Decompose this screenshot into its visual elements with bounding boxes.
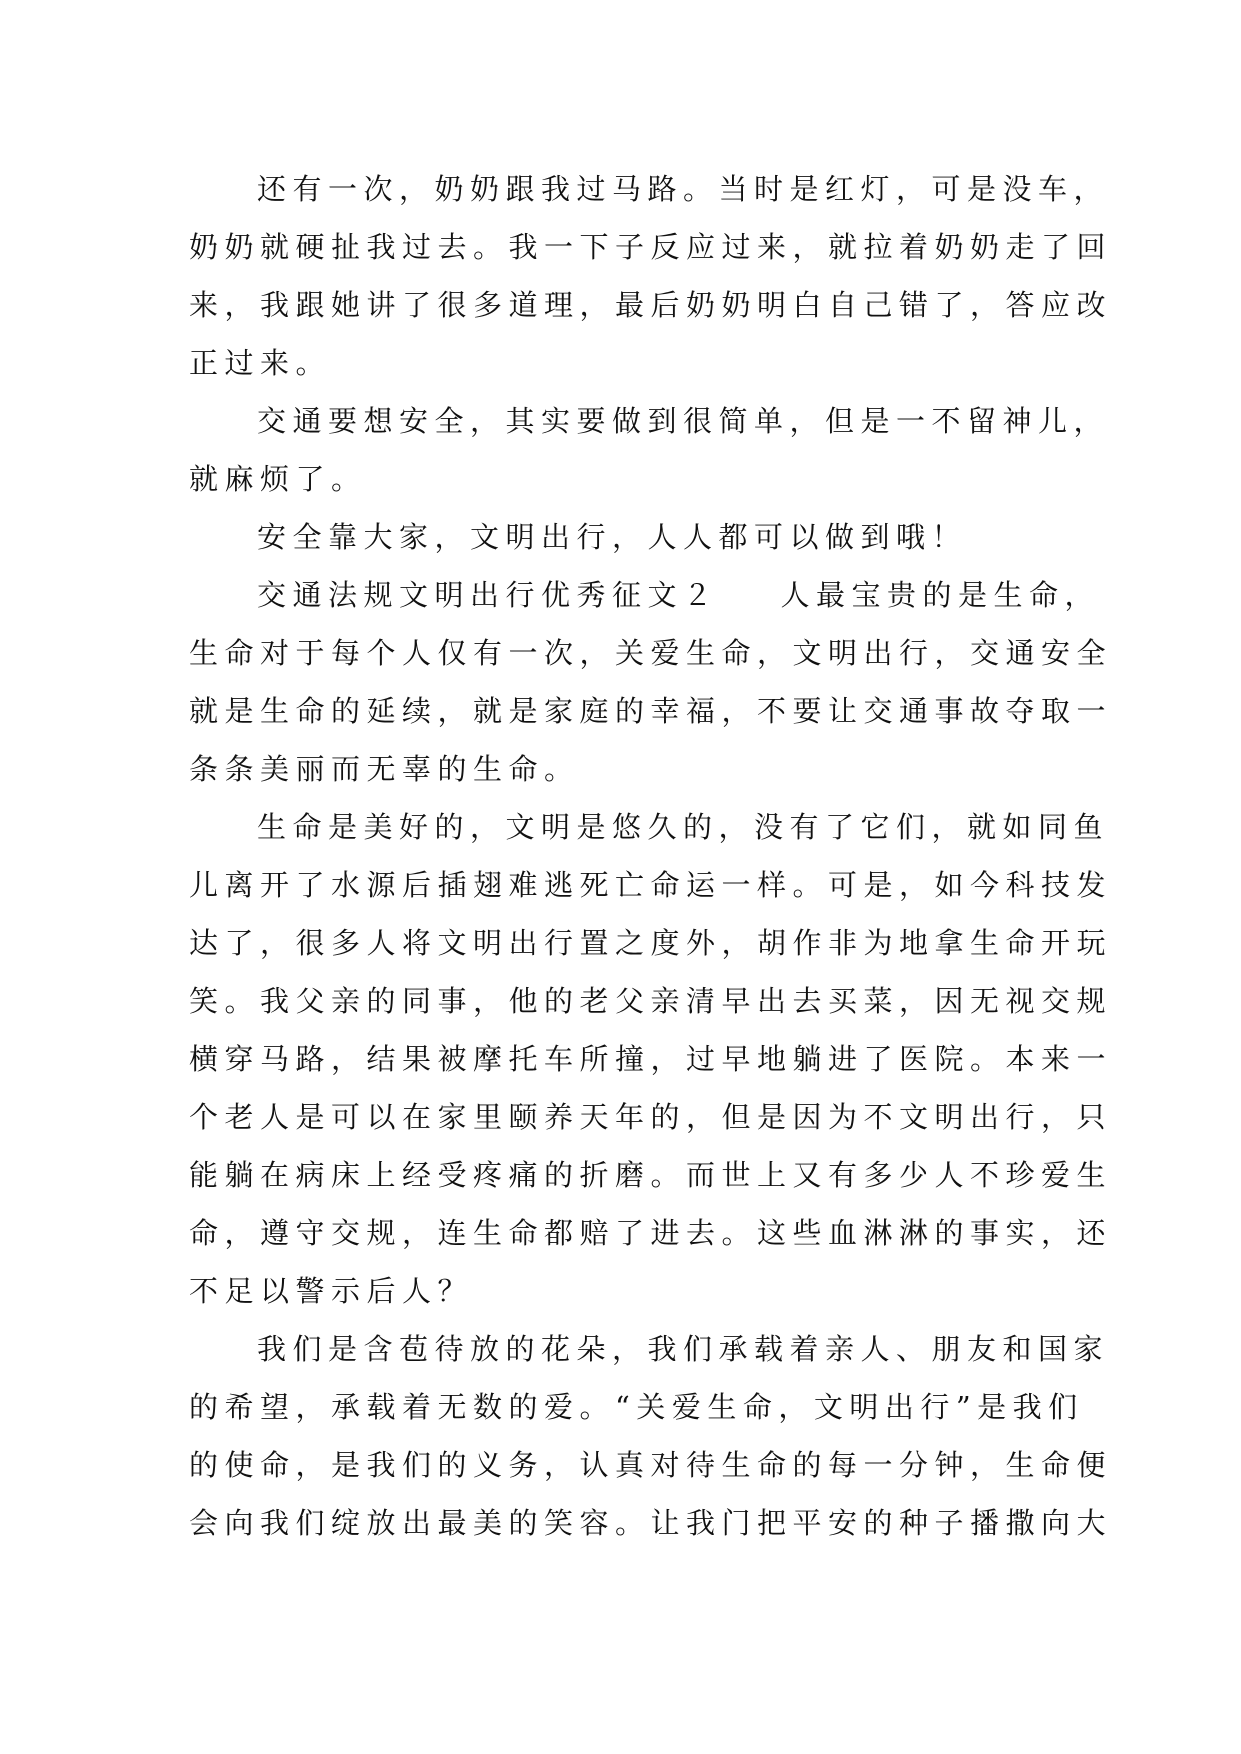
paragraph [189, 160, 1113, 392]
text-line: 的希望，承载着无数的爱。“关爱生命，文明出行”是我们 [189, 1390, 1084, 1424]
text-line: 安全靠大家，文明出行，人人都可以做到哦！ [257, 520, 968, 554]
text-line: 的使命，是我们的义务，认真对待生命的每一分钟，生命便 [189, 1448, 1113, 1482]
heading-line [189, 566, 1101, 624]
text-line: 就麻烦了。 [189, 462, 367, 496]
paragraph [189, 392, 1110, 508]
text-line: 生命对于每个人仅有一次，关爱生命，文明出行，交通安全 [189, 636, 1113, 670]
text-line: 正过来。 [189, 346, 332, 380]
text-line: 来，我跟她讲了很多道理，最后奶奶明白自己错了，答应改 [189, 288, 1113, 322]
text-line: 横穿马路，结果被摩托车所撞，过早地躺进了医院。本来一 [189, 1042, 1113, 1076]
paragraph [189, 508, 1061, 566]
text-line: 能躺在病床上经受疼痛的折磨。而世上又有多少人不珍爱生 [189, 1158, 1113, 1192]
text-line: 就是生命的延续，就是家庭的幸福，不要让交通事故夺取一 [189, 694, 1113, 728]
text-line: 个老人是可以在家里颐养天年的，但是因为不文明出行，只 [189, 1100, 1113, 1134]
text-line: 不足以警示后人？ [189, 1274, 474, 1308]
text-line: 命，遵守交规，连生命都赔了进去。这些血淋淋的事实，还 [189, 1216, 1113, 1250]
text-line: 会向我们绽放出最美的笑容。让我门把平安的种子播撒向大 [189, 1506, 1113, 1540]
text-line: 交通要想安全，其实要做到很简单，但是一不留神儿， [257, 404, 1110, 438]
paragraph [189, 1320, 1113, 1552]
text-line: 我们是含苞待放的花朵，我们承载着亲人、朋友和国家 [257, 1332, 1110, 1366]
text-run: 人最宝贵的是生命， [780, 578, 1101, 612]
text-line: 奶奶就硬扯我过去。我一下子反应过来，就拉着奶奶走了回 [189, 230, 1113, 264]
text-line: 达了，很多人将文明出行置之度外，胡作非为地拿生命开玩 [189, 926, 1113, 960]
text-line: 还有一次，奶奶跟我过马路。当时是红灯，可是没车， [257, 172, 1110, 206]
text-line: 笑。我父亲的同事，他的老父亲清早出去买菜，因无视交规 [189, 984, 1113, 1018]
document-page [189, 160, 1113, 1552]
text-line: 条条美丽而无辜的生命。 [189, 752, 580, 786]
text-line: 生命是美好的，文明是悠久的，没有了它们，就如同鱼 [257, 810, 1110, 844]
paragraph [189, 798, 1113, 1320]
essay-heading: 交通法规文明出行优秀征文２ [257, 578, 719, 612]
paragraph [189, 566, 1113, 798]
text-line: 儿离开了水源后插翅难逃死亡命运一样。可是，如今科技发 [189, 868, 1113, 902]
